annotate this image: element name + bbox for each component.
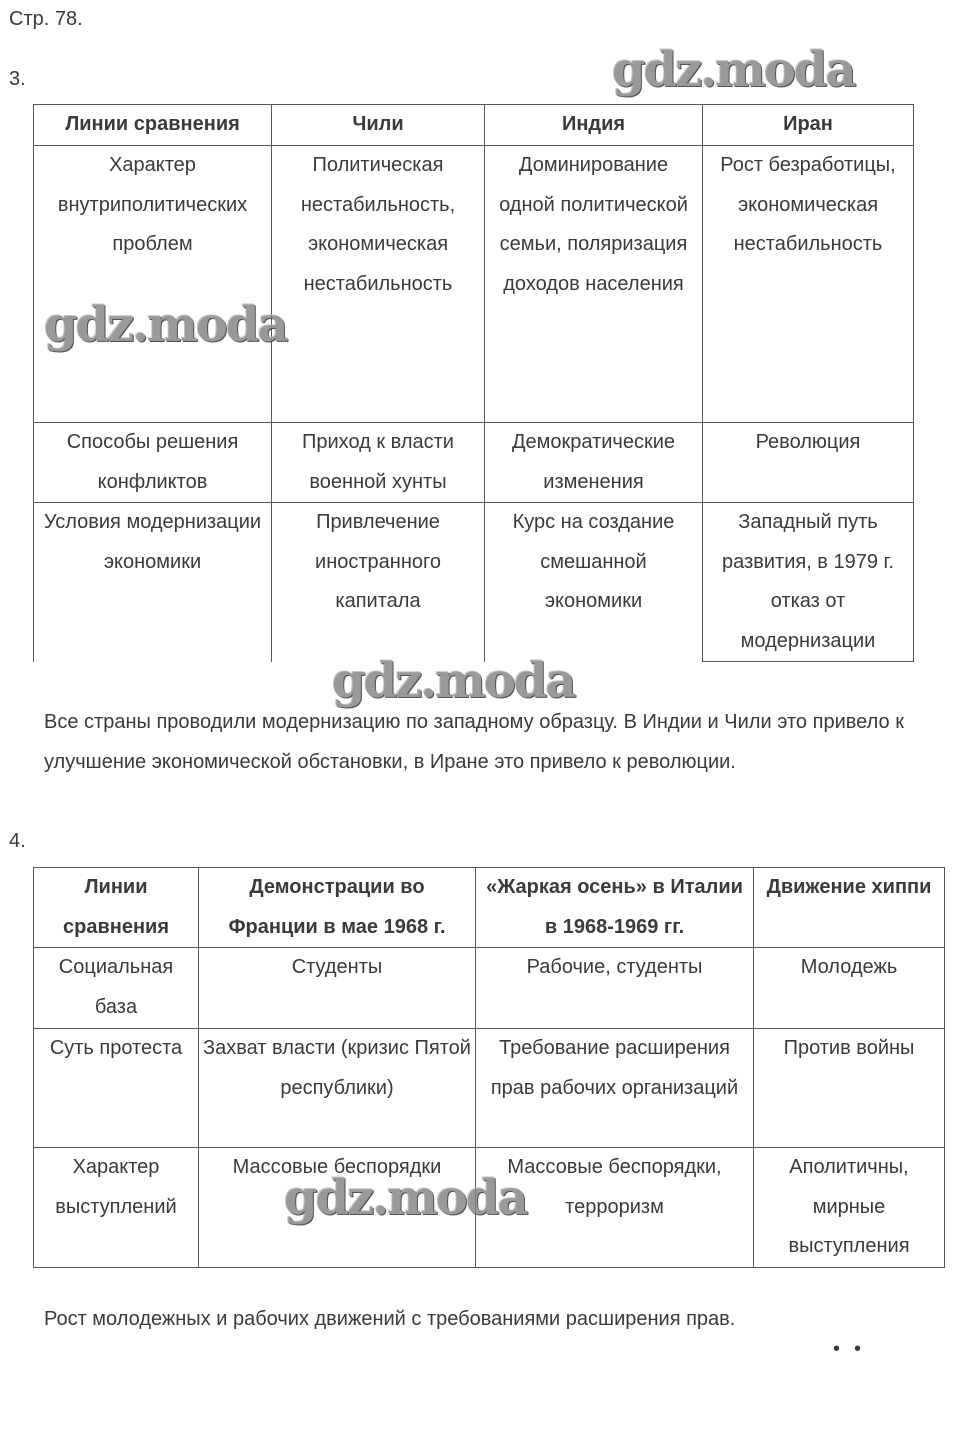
table-cell: Рост безработицы, экономическая нестабильность (703, 146, 914, 423)
page-reference: Стр. 78. (9, 8, 83, 30)
table-cell: Массовые беспорядки, терроризм (476, 1148, 754, 1268)
watermark-logo: gdz.moda (284, 1170, 527, 1226)
table-header-row (34, 105, 914, 146)
header-cell: Линии сравнения (34, 105, 272, 146)
table-cell: Требование расширения прав рабочих организаций (476, 1029, 754, 1148)
watermark-logo: gdz.moda (44, 297, 287, 353)
table-cell: Молодежь (754, 948, 945, 1029)
table-cell: Привлечение иностранного капитала (272, 503, 485, 662)
task-3-number: 3. (9, 68, 26, 90)
header-cell: Движение хиппи (754, 868, 945, 948)
header-cell: Индия (485, 105, 703, 146)
table-row (34, 146, 914, 423)
table-cell: Политическая нестабильность, экономическая нестабильность (272, 146, 485, 423)
table-cell: Массовые беспорядки (199, 1148, 476, 1268)
task-3-conclusion: Все страны проводили модернизацию по западному образцу. В Индии и Чили это привело к улучшение экономической обстановки, в Иране это привело к революции. (44, 711, 904, 773)
header-cell: Чили (272, 105, 485, 146)
table-row (34, 423, 914, 503)
table-cell: Курс на создание смешанной экономики (485, 503, 703, 662)
header-cell: Иран (703, 105, 914, 146)
table-row (34, 1029, 945, 1148)
table-cell: Приход к власти военной хунты (272, 423, 485, 503)
table-cell: Суть протеста (34, 1029, 199, 1148)
table-cell: Против войны (754, 1029, 945, 1148)
table-row (34, 1148, 945, 1268)
header-cell: Линии сравнения (34, 868, 199, 948)
table-row (34, 503, 914, 662)
task-4-number: 4. (9, 830, 26, 852)
table-cell: Социальная база (34, 948, 199, 1029)
table-row (34, 948, 945, 1029)
table-header-row (34, 868, 945, 948)
table-cell: Демократические изменения (485, 423, 703, 503)
table-cell: Доминирование одной политической семьи, поляризация доходов населения (485, 146, 703, 423)
task-4-table (33, 867, 945, 1268)
table-cell: Рабочие, студенты (476, 948, 754, 1029)
header-cell: Демонстрации во Франции в мае 1968 г. (199, 868, 476, 948)
table-cell: Западный путь развития, в 1979 г. отказ от модернизации (703, 503, 914, 662)
table-cell: Характер внутриполитических проблем (34, 146, 272, 423)
table-cell: Условия модернизации экономики (34, 503, 272, 662)
table-cell: Революция (703, 423, 914, 503)
task-4-conclusion: Рост молодежных и рабочих движений с требованиями расширения прав. (44, 1308, 736, 1330)
table-cell: Способы решения конфликтов (34, 423, 272, 503)
task-3-table (33, 104, 914, 662)
table-cell: Аполитичны, мирные выступления (754, 1148, 945, 1268)
table-cell: Захват власти (кризис Пятой республики) (199, 1029, 476, 1148)
watermark-logo: gdz.moda (612, 42, 855, 98)
table-cell: Характер выступлений (34, 1148, 199, 1268)
header-cell: «Жаркая осень» в Италии в 1968-1969 гг. (476, 868, 754, 948)
table-cell: Студенты (199, 948, 476, 1029)
watermark-logo: gdz.moda (332, 653, 575, 709)
decorative-dots: •• (833, 1338, 876, 1360)
